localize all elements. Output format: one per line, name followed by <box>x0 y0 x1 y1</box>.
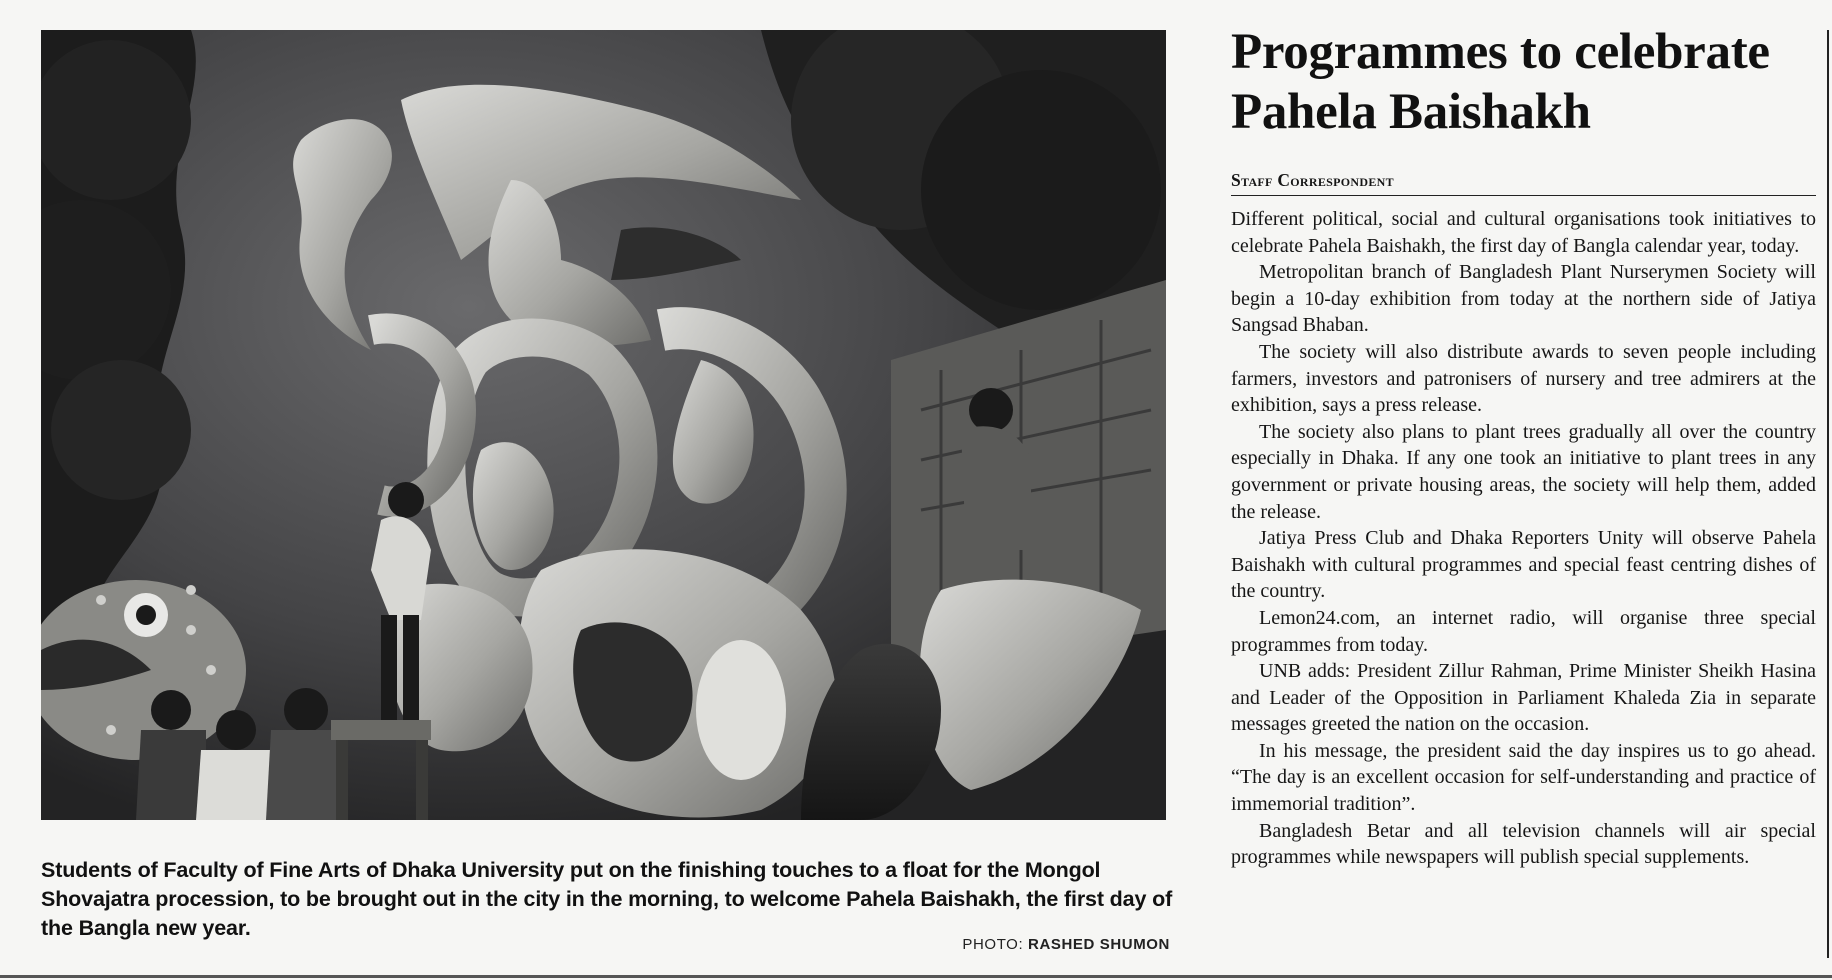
photo-credit <box>962 936 1170 953</box>
news-photo <box>41 30 1166 820</box>
article-body <box>1231 206 1816 871</box>
float-sculpture-image <box>41 30 1166 820</box>
article-paragraph: Metropolitan branch of Bangladesh Plant Nurserymen Society will begin a 10-day exhibition from today at the northern side of Jatiya Sangsad Bhaban. <box>1231 261 1816 337</box>
article-paragraph: In his message, the president said the day inspires us to go ahead. “The day is an excellent occasion for self-understanding and practice of immemorial tradition”. <box>1231 739 1816 816</box>
article-paragraph: The society will also distribute awards to seven people including farmers, investors and patronisers of nursery and tree admirers at the exhibition, says a press release. <box>1231 340 1816 417</box>
article-paragraph: Bangladesh Betar and all television channels will air special programmes while newspapers will publish special supplements. <box>1231 819 1816 869</box>
article-paragraph: The society also plans to plant trees gradually all over the country especially in Dhaka. If any one took an initiative to plant trees in any government or private housing areas, the society will help them, added the release. <box>1231 420 1816 523</box>
page-bottom-rule <box>0 975 1832 978</box>
column-rule <box>1827 30 1829 958</box>
article-byline <box>1231 170 1816 196</box>
article-headline: Programmes to celebrate Pahela Baishakh <box>1231 24 1770 140</box>
article-paragraph: UNB adds: President Zillur Rahman, Prime Minister Sheikh Hasina and Leader of the Opposition in Parliament Khaleda Zia in separate messages greeted the nation on the occasion. <box>1231 660 1816 736</box>
photo-credit-label: PHOTO: <box>962 936 1024 953</box>
photo-caption: Students of Faculty of Fine Arts of Dhaka University put on the finishing touches to a float for the Mongol Shovajatra procession, to be brought out in the city in the morning, to welcome Pahela Baishakh, the first day of the Bangla new year. <box>41 858 1173 940</box>
article-paragraph: Different political, social and cultural organisations took initiatives to celebrate Pahela Baishakh, the first day of Bangla calendar year, today. <box>1231 208 1816 257</box>
photo-credit-name: RASHED SHUMON <box>1028 936 1170 953</box>
article-byline-text: Staff Correspondent <box>1231 170 1394 190</box>
news-article <box>1231 22 1816 871</box>
article-paragraph: Lemon24.com, an internet radio, will organise three special programmes from today. <box>1231 606 1816 656</box>
article-paragraph: Jatiya Press Club and Dhaka Reporters Unity will observe Pahela Baishakh with cultural programmes and special feast centring dishes of the country. <box>1231 527 1816 603</box>
